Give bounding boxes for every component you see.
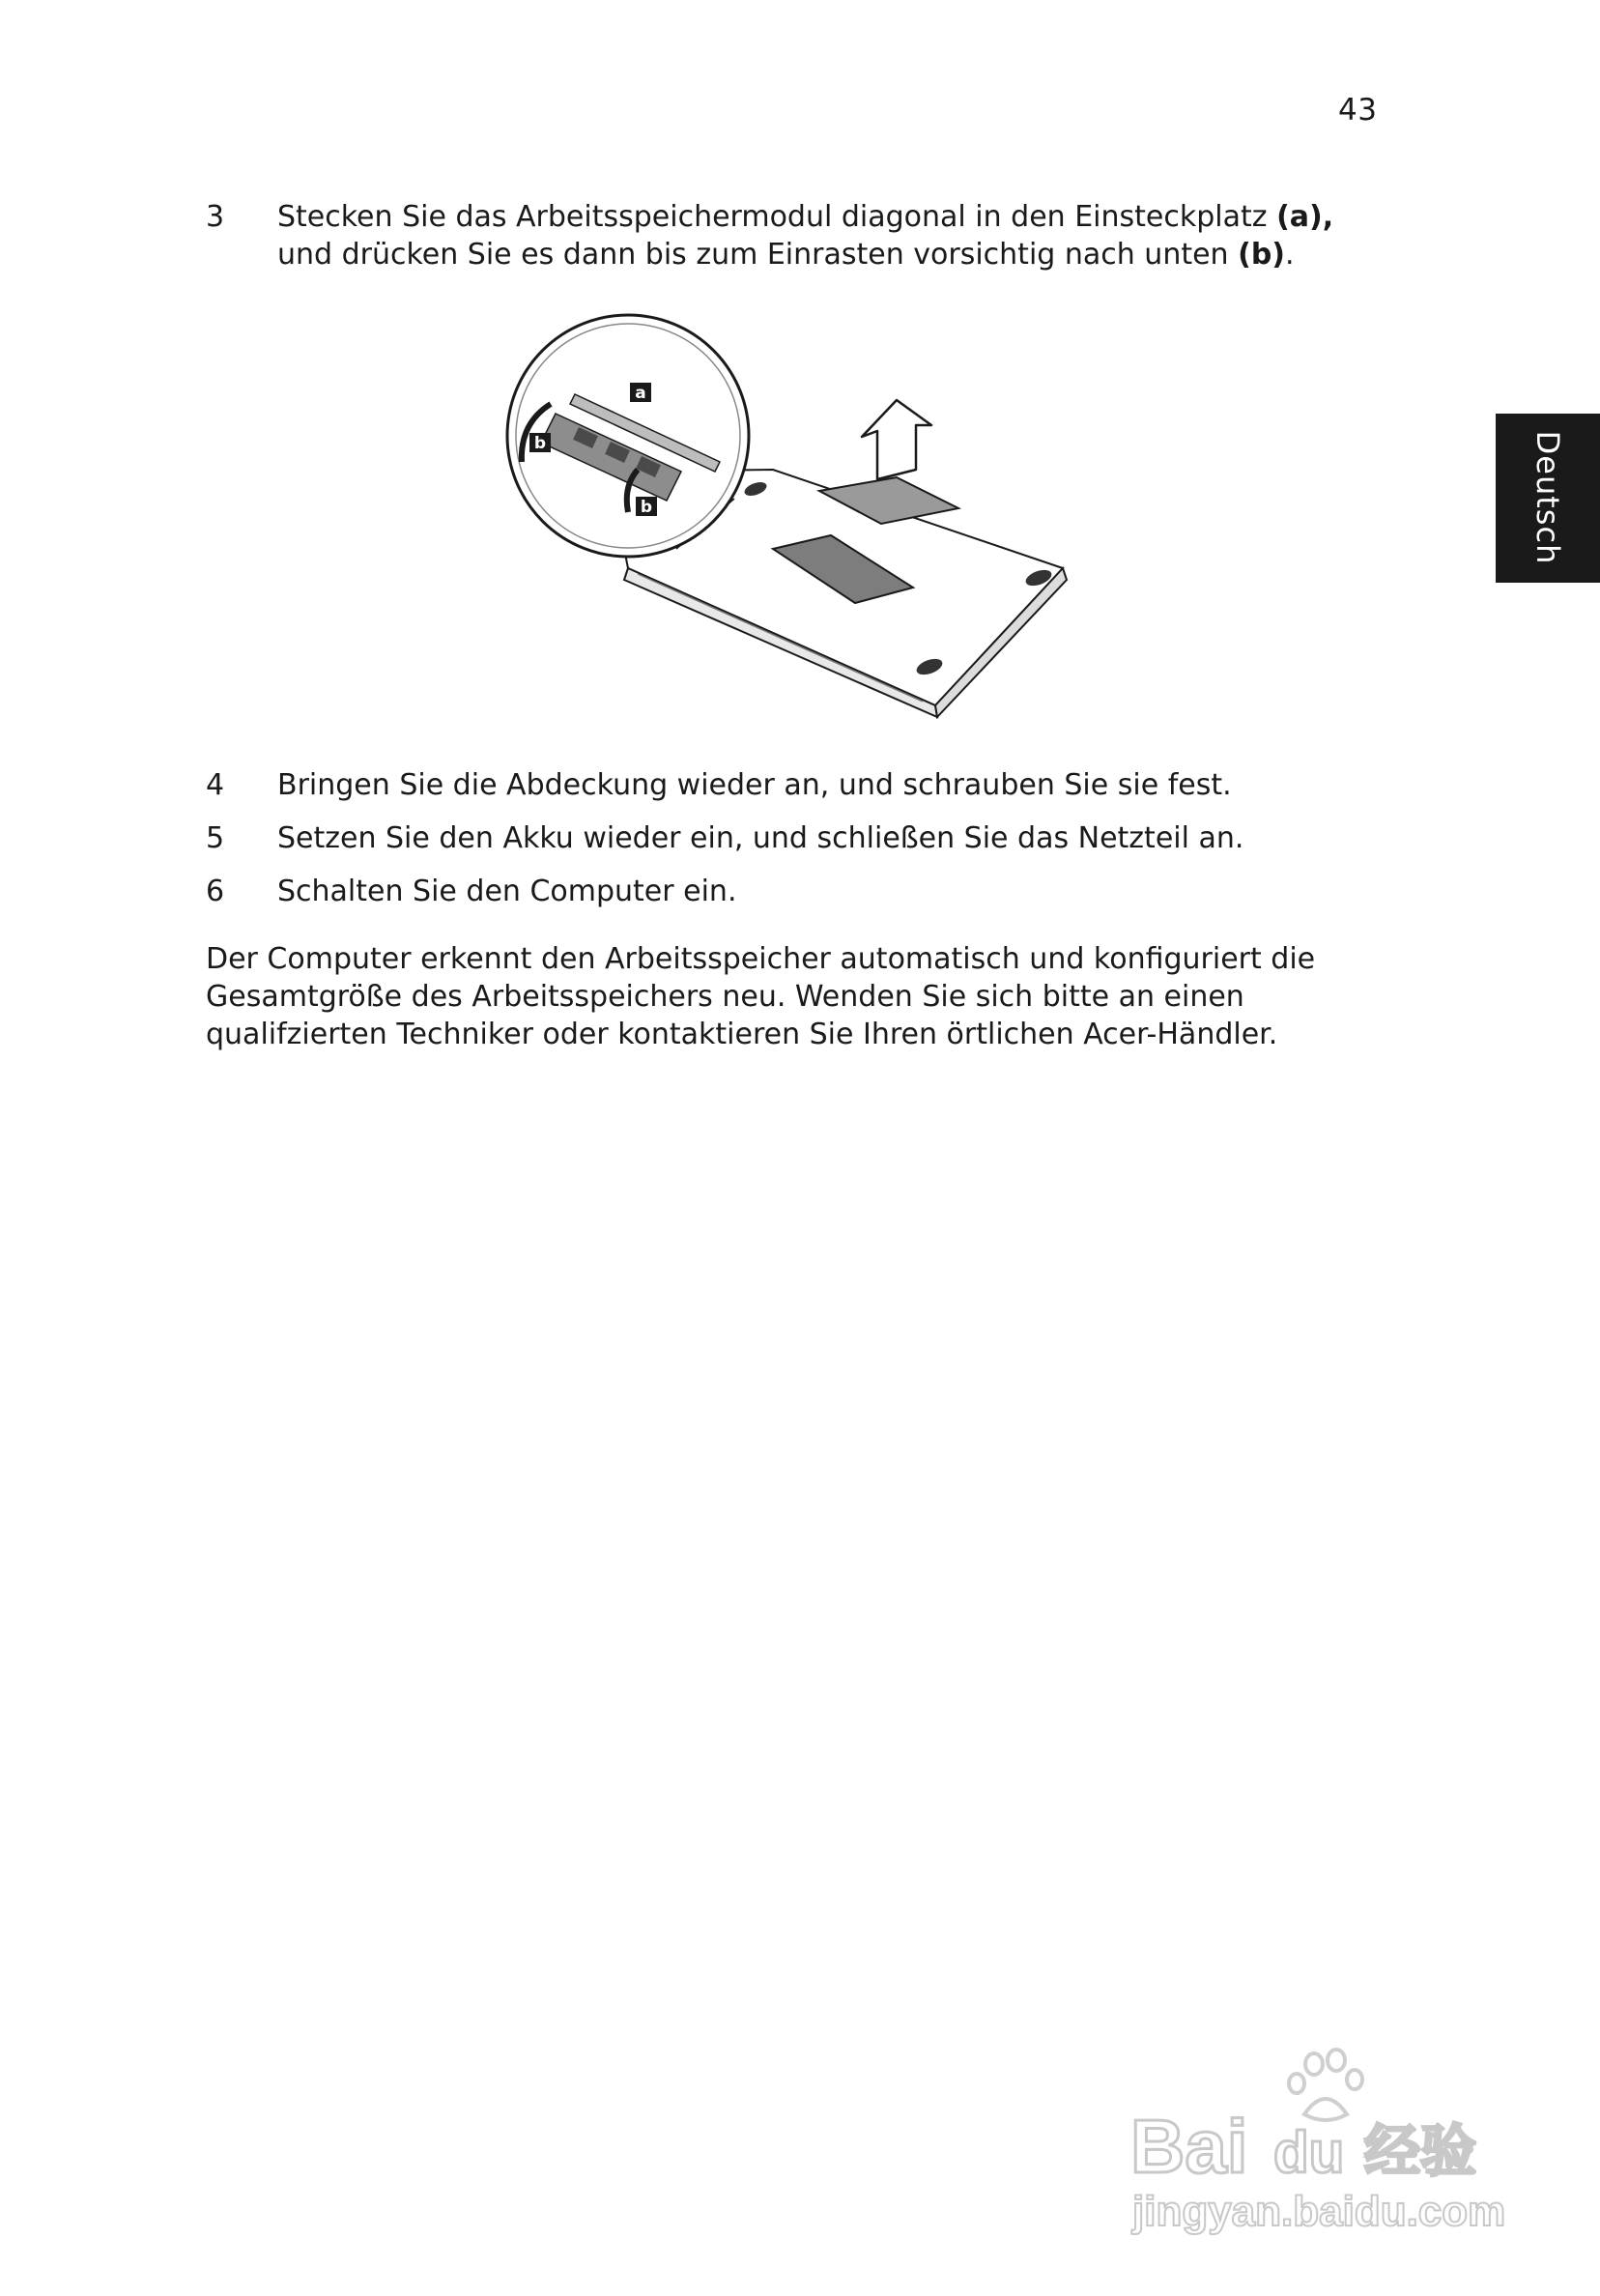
- paragraph-line-3: qualifzierten Techniker oder kontaktieren Sie Ihren örtlichen Acer-Händler.: [206, 1018, 1278, 1051]
- memory-installation-illustration: [483, 307, 1082, 723]
- watermark-brand: Bai: [1130, 2104, 1248, 2189]
- callout-a-badge: [630, 383, 651, 403]
- callout-b-badge-left: [529, 433, 551, 453]
- paragraph-line-2: Gesamtgröße des Arbeitsspeichers neu. Wenden Sie sich bitte an einen: [206, 980, 1244, 1014]
- slot-reference-b: (b): [1238, 238, 1286, 272]
- callout-b-badge-bottom: [636, 497, 657, 517]
- step-3-line-2-text: und drücken Sie es dann bis zum Einrasten vorsichtig nach unten: [277, 238, 1239, 272]
- watermark-brand-suffix: du: [1273, 2120, 1345, 2185]
- paragraph-line-1: Der Computer erkennt den Arbeitsspeicher automatisch und konfiguriert die: [206, 942, 1316, 976]
- step-3-line-1-text: Stecken Sie das Arbeitsspeichermodul diagonal in den Einsteckplatz: [277, 200, 1277, 234]
- step-text: Setzen Sie den Akku wieder ein, und schließen Sie das Netzteil an.: [277, 821, 1244, 855]
- paw-logo-icon: [1289, 2050, 1362, 2120]
- language-tab: [1496, 414, 1600, 583]
- callout-b-label-left: b: [533, 434, 547, 453]
- step-3-line-2-end: .: [1285, 238, 1295, 272]
- watermark-service: 经验: [1364, 2118, 1477, 2184]
- page-number: 43: [1338, 93, 1378, 128]
- step-number: 5: [206, 821, 225, 855]
- callout-b-label-bottom: b: [640, 498, 653, 517]
- watermark-url: jingyan.baidu.com: [1132, 2188, 1506, 2235]
- step-3-line-1: [277, 198, 1350, 236]
- baidu-jingyan-watermark: [1111, 2047, 1517, 2240]
- closing-paragraph: [206, 940, 1346, 1053]
- step-number: 3: [206, 200, 225, 234]
- step-text: Schalten Sie den Computer ein.: [277, 875, 737, 908]
- step-number: 6: [206, 875, 225, 908]
- slot-reference-a: (a),: [1276, 200, 1334, 234]
- step-text: Bringen Sie die Abdeckung wieder an, und schrauben Sie sie fest.: [277, 768, 1232, 802]
- callout-a-label: a: [635, 384, 646, 403]
- step-text: [277, 198, 1350, 273]
- step-3-line-2: [277, 236, 1350, 273]
- language-tab-label: Deutsch: [1529, 430, 1566, 565]
- step-number: 4: [206, 768, 225, 802]
